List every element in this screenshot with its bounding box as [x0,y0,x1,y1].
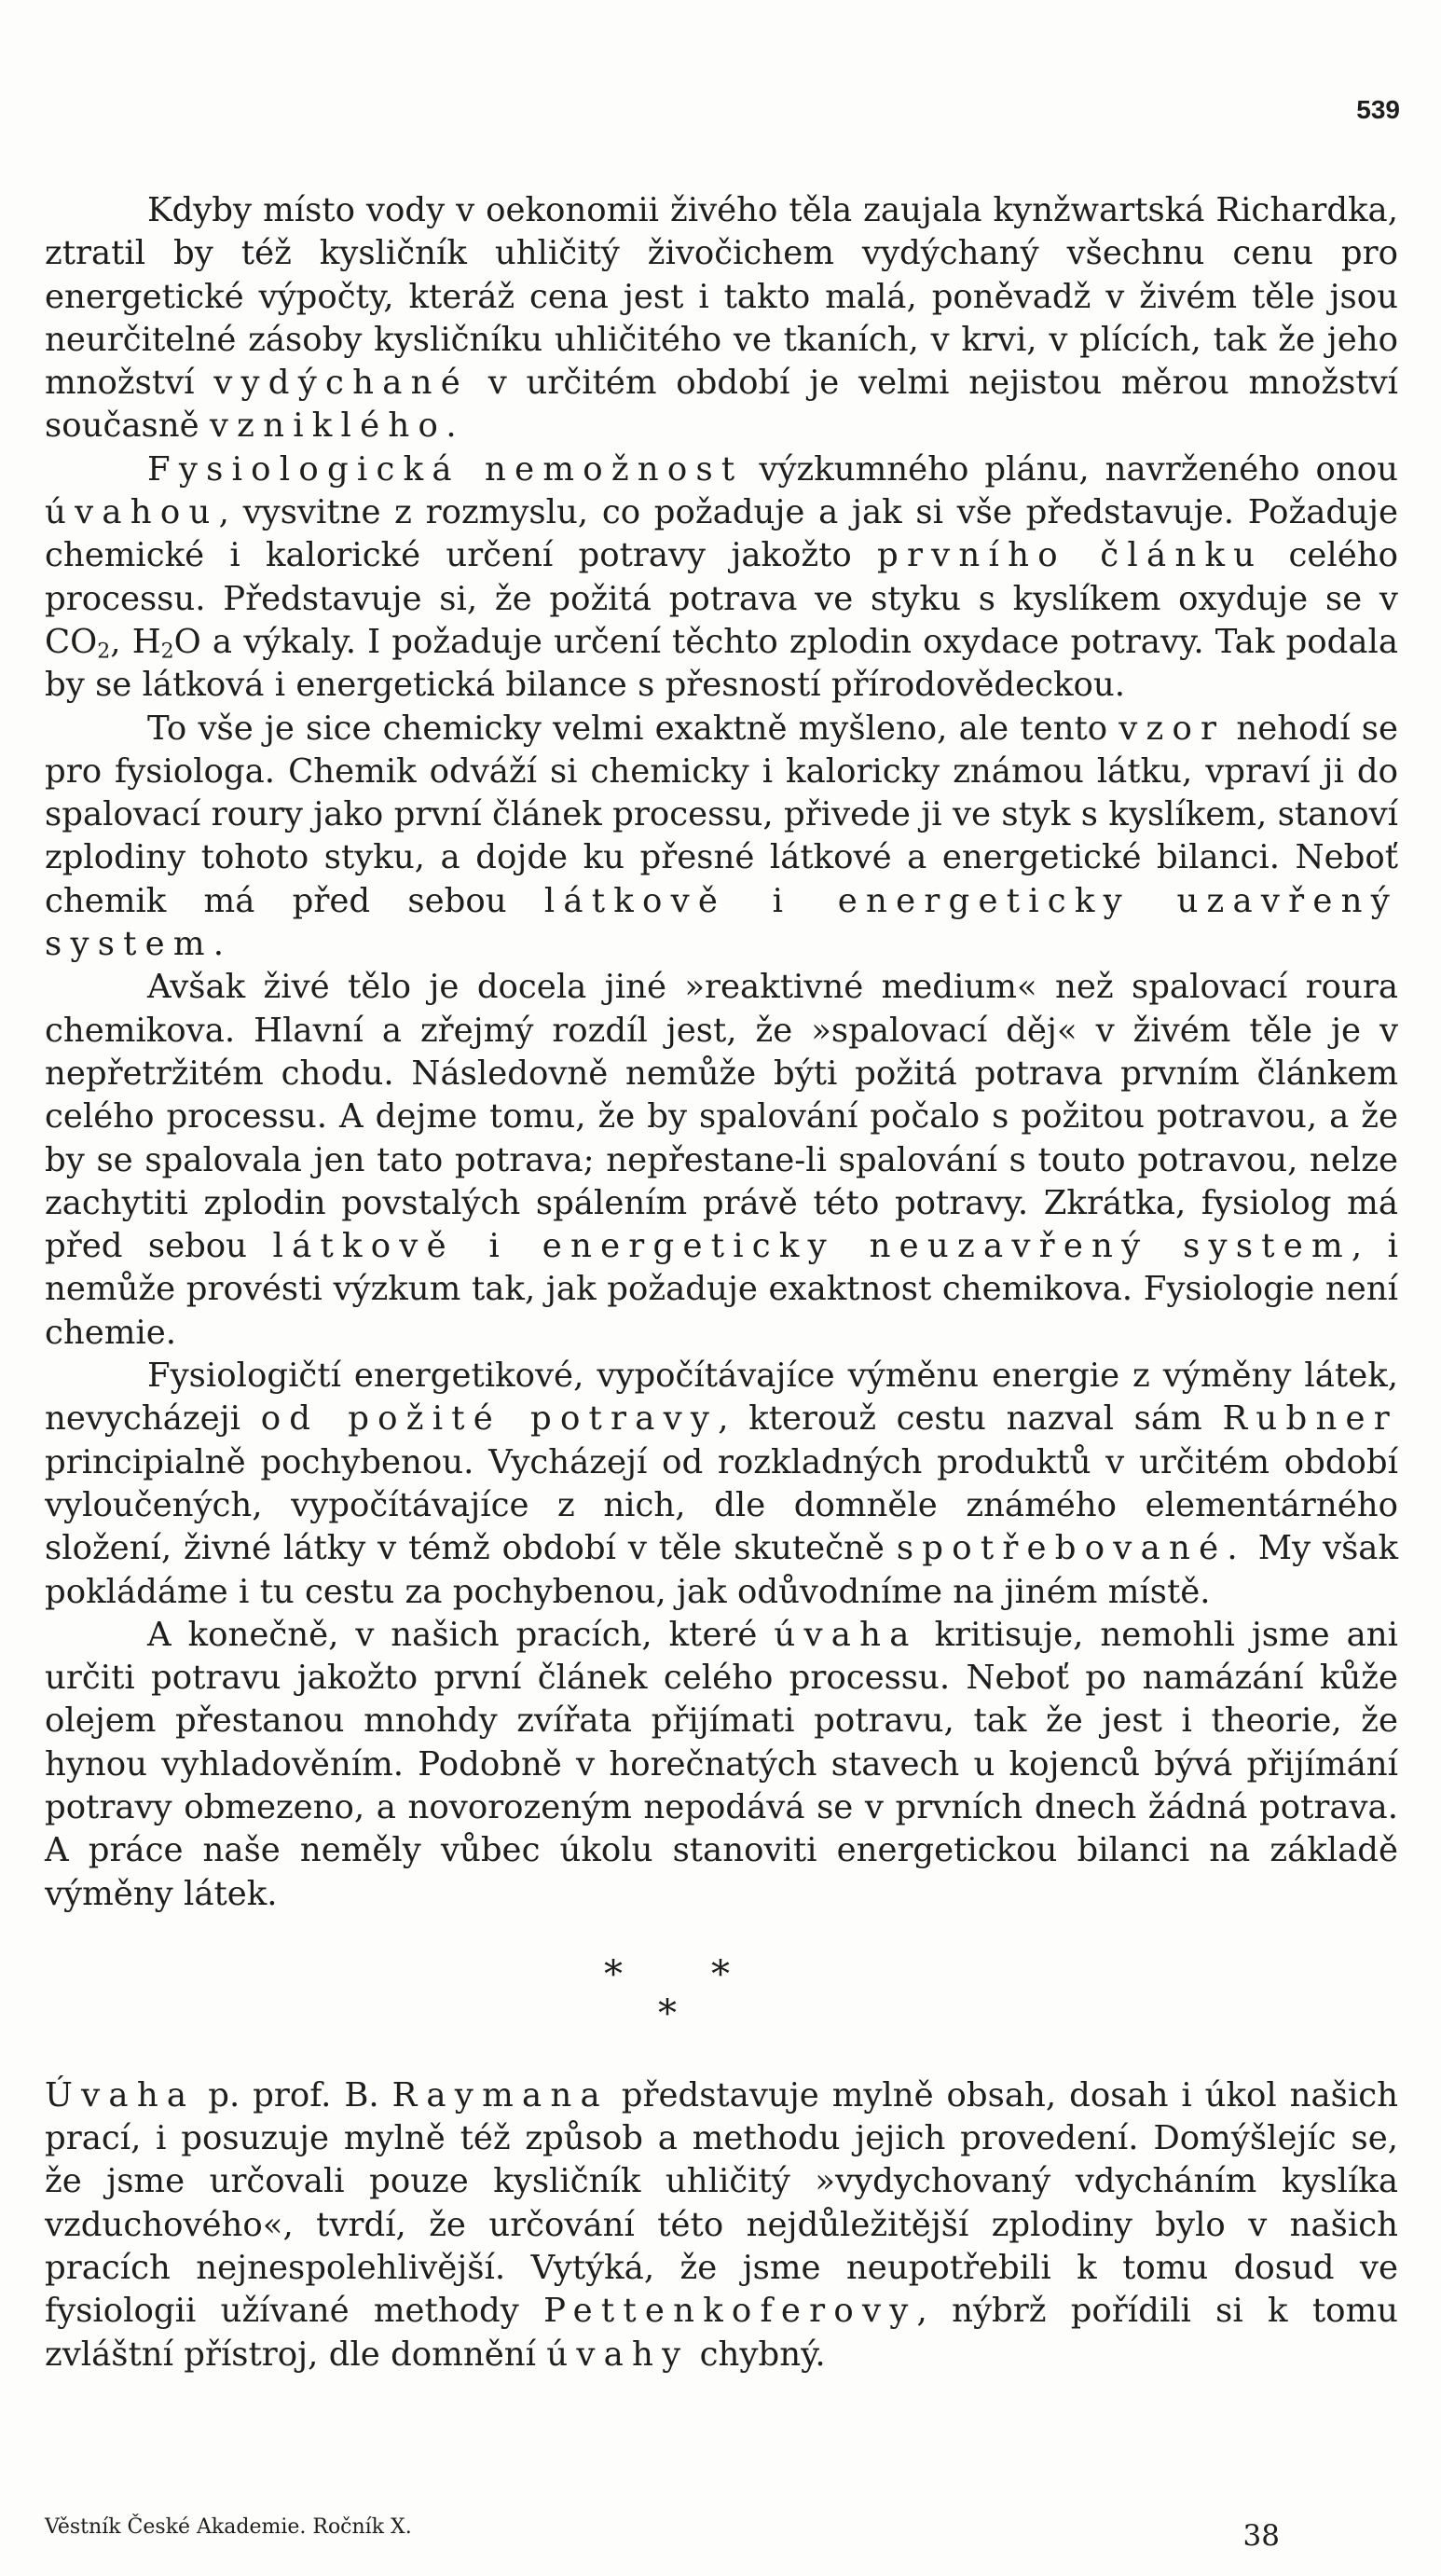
spaced-emphasis-text: úvahy [546,2335,690,2374]
signature-mark: 38 [1242,2519,1280,2553]
spaced-emphasis-text: Úvaha [45,2075,196,2115]
text-run: A konečně, v našich pracích, které [147,1615,775,1654]
paragraph [45,448,1398,708]
text-run: , i nemůže provésti výzkum tak, jak požaduje exaktnost chemikova. Fysiologie není chemie. [45,1227,1398,1352]
section-divider-asterisks [45,1935,1398,2046]
spaced-emphasis-text: Pettenkoferovy [543,2292,917,2331]
journal-name: Věstník České Akademie. Ročník X. [45,2515,412,2539]
spaced-emphasis-text: látkově i energeticky neuzavřený system [272,1227,1352,1266]
text-run: chybný. [689,2335,826,2374]
text-run: Kdyby místo vody v oekonomii živého těla zaujala kynžwartská Richardka, ztratil by též kysličník uhličitý živočichem vydýchaný všechnu cenu pro energetické výpočty, kteráž cena jest i takto malá, poněvadž v živém těle jsou neurčitelné zásoby kysličníku uhličitého ve tkaních, v krvi, v plících, tak že jeho množství [45,191,1398,403]
spaced-emphasis-text: vydýchané [213,364,469,403]
text-run: My však pokládáme i tu cestu za pochybenou, jak odůvodníme na jiném místě. [45,1529,1398,1611]
text-run: Avšak živé tělo je docela jiné »reaktivné medium« než spalovací roura chemikova. Hlavní a zřejmý rozdíl jest, že »spalovací děj« v živém těle je v nepřetržitém chodu. Následovně nemůže býti požitá potrava prvním článkem celého processu. A dejme tomu, že by spalování počalo s požitou potravou, a že by se spalovala jen tato potrava; nepřestane-li spalování s touto potravou, nelze zachytiti zplodin povstalých spálením právě této potravy. Zkrátka, fysiolog má před sebou [45,968,1398,1266]
spaced-emphasis-text: Rubner [1222,1399,1398,1439]
text-run: principialně pochybenou. Vycházejí od rozkladných produktů v určitém období vyloučených, vypočítávajíce z nich, dle domněle známého elementárného složení, živné látky v témž období v těle skutečně [45,1442,1398,1568]
text-run: kritisuje, nemohli jsme ani určiti potravu jakožto první článek celého processu. Neboť po namázání kůže olejem přestanou mnohdy zvířata přijímati potravu, tak že jest i theorie, že hynou vyhladověním. Podobně v horečnatých stavech u kojenců bývá přijímání potravy obmezeno, a novorozeným nepodává se v prvních dnech žádná potrava. A práce naše neměly vůbec úkolu stanoviti energetickou bilanci na základě výměny látek. [45,1615,1398,1913]
text-run: výzkumného plánu, navrženého onou [743,449,1399,489]
text-run: , nýbrž pořídili si k tomu zvláštní přístroj, dle domnění [45,2292,1398,2374]
asterisk: * [711,1952,730,1996]
text-run: celého processu. Představuje si, že požitá potrava ve styku s kyslíkem oxyduje se v CO [45,536,1398,661]
paragraph [45,966,1398,1355]
spaced-emphasis-text: Raymana [391,2075,609,2115]
paragraph [45,708,1398,967]
spaced-emphasis-text: vzor [1118,709,1226,748]
text-run: Fysiologičtí energetikové, vypočítávajíce výměnu energie z výměny látek, nevycházeji [45,1357,1398,1439]
spaced-emphasis-text: Fysiologická nemožnost [147,449,744,489]
paragraph [45,1614,1398,1916]
spaced-emphasis-text: vzniklého. [209,406,465,446]
text-run: v určitém období je velmi nejistou měrou množství současně [45,364,1398,446]
text-run: nehodí se pro fysiologa. Chemik odváží si chemicky i kaloricky známou látku, vpraví ji do spalovací roury jako první článek processu, přivede ji ve styk s kyslíkem, stanoví zplodiny tohoto styku, a dojde ku přesné látkové a energetické bilanci. Neboť chemik má před sebou [45,709,1398,920]
spaced-emphasis-text: prvního článku [876,536,1264,575]
asterisk: * [604,1952,623,1996]
paragraph-group [45,189,1398,1916]
spaced-emphasis-text: spotřebované. [896,1529,1246,1568]
article-body [45,189,1398,2376]
text-run: p. prof. B. [195,2075,392,2115]
asterisk: * [658,1991,677,2035]
text-run: To vše je sice chemicky velmi exaktně myšleno, ale tento [147,709,1119,748]
spaced-emphasis-text: úvahou [45,493,219,532]
spaced-emphasis-text: úvaha [774,1615,918,1654]
spaced-emphasis-text: látkově i energeticky uzavřený system. [45,881,1398,964]
text-run: , H [110,622,161,661]
text-run: představuje mylně obsah, dosah i úkol našich prací, i posuzuje mylně též způsob a methodu jejich provedení. Domýšlejíc se, že jsme určovali pouze kysličník uhličitý »vydychovaný vdycháním kyslíka vzduchového«, tvrdí, že určování této nejdůležitější zplodiny bylo v našich pracích nejnespolehlivější. Vytýká, že jsme neupotřebili k tomu dosud ve fysiologii užívané methody [45,2075,1398,2331]
paragraph [45,1355,1398,1614]
text-run: O a výkaly. I požaduje určení těchto zplodin oxydace potravy. Tak podala by se látková i energetická bilance s přesností přírodovědeckou. [45,622,1399,705]
subscript: 2 [160,640,174,664]
closing-paragraph [45,2074,1398,2376]
spaced-emphasis-text: od požité potravy [260,1399,719,1439]
text-run: , vysvitne z rozmyslu, co požaduje a jak si vše představuje. Požaduje chemické i kalorické určení potravy jakožto [45,493,1398,575]
page-number: 539 [1356,95,1400,124]
subscript: 2 [97,640,111,664]
paragraph [45,189,1398,448]
text-run: , kterouž cestu nazval sám [718,1399,1223,1439]
